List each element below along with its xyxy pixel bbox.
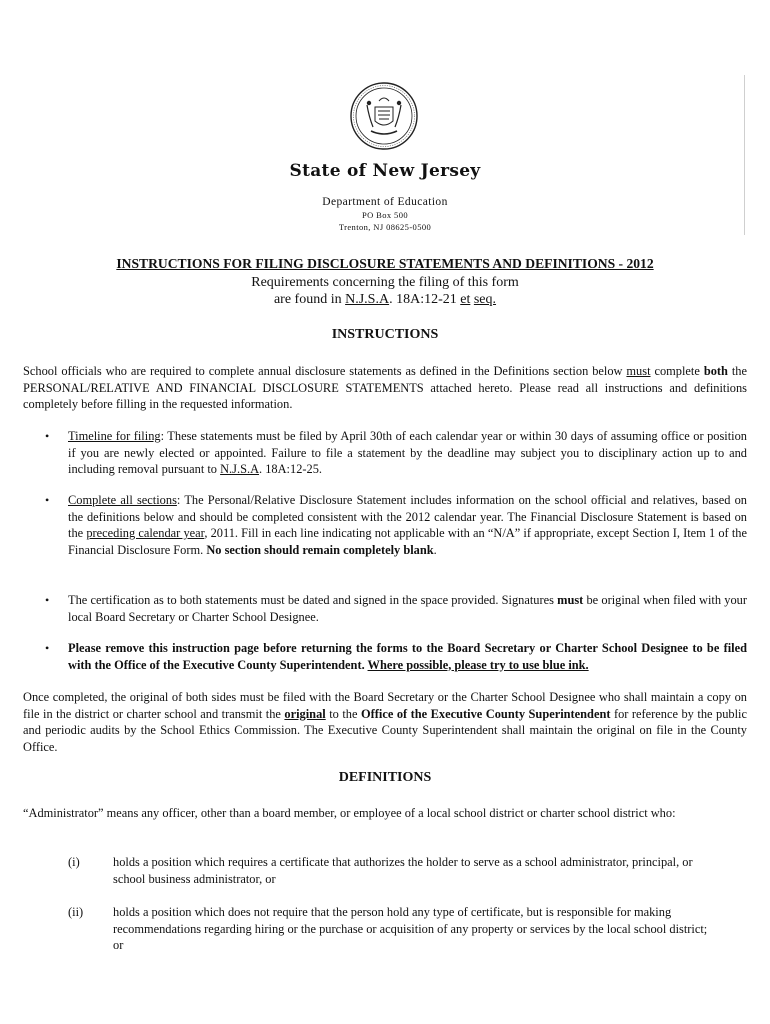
item-text-i: holds a position which requires a certificate that authorizes the holder to serve as a school administrator, principal, or school business administrator, or: [113, 855, 693, 886]
document-title: INSTRUCTIONS FOR FILING DISCLOSURE STATEMENTS AND DEFINITIONS - 2012: [116, 256, 654, 271]
state-name: State of New Jersey: [289, 161, 481, 181]
subtitle-line-1: Requirements concerning the filing of this form: [251, 275, 519, 290]
intro-paragraph: School officials who are required to complete annual disclosure statements as defined in the Definitions section below must complete both the PERSONAL/RELATIVE AND FINANCIAL DISCLOSURE STATEMENTS attached hereto. Please read all instructions and definitions completely before filling in the requested information.: [23, 364, 747, 411]
bullet-complete-sections: Complete all sections: The Personal/Relative Disclosure Statement includes information on the school official and relatives, based on the definitions below and should be completed consistent with the 2012 calendar year. The Financial Disclosure Statement is based on the preceding calendar year, 2011. Fill in each line indicating not applicable with an “N/A” if appropriate, except Section I, Item 1 of the Financial Disclosure Form. No section should remain completely blank.: [68, 493, 747, 557]
bullet-3-glyph: •: [45, 593, 50, 607]
bullet-2-glyph: •: [45, 493, 50, 507]
bullet-timeline: Timeline for filing: These statements must be filed by April 30th of each calendar year or within 30 days of assuming office or position if you are newly elected or appointed. Failure to file a statement by the deadline may subject you to disciplinary action up to and including removal pursuant to N.J.S.A. 18A:12-25.: [68, 429, 748, 476]
subtitle-line-2: are found in N.J.S.A. 18A:12-21 et seq.: [273, 292, 497, 307]
bullet-remove-page: Please remove this instruction page before returning the forms to the Board Secretary or Charter School Designee to be filed with the Office of the Executive County Superintendent. Where possible, please try to use blue ink.: [68, 641, 747, 672]
department-name: Department of Education: [322, 196, 448, 208]
once-completed-paragraph: Once completed, the original of both sides must be filed with the Board Secretary or the Charter School Designee who shall maintain a copy on file in the district or charter school and transmit the original to the Office of the Executive County Superintendent for reference by the public and periodic audits by the School Ethics Commission. The Executive County Superintendent shall maintain the original on file in the County Office.: [23, 690, 747, 754]
bullet-1-glyph: •: [45, 429, 50, 443]
item-number-ii: (ii): [68, 905, 84, 919]
administrator-definition: “Administrator” means any officer, other than a board member, or employee of a local school district or charter school district who:: [23, 806, 676, 820]
bullet-4-glyph: •: [45, 641, 50, 655]
bullet-certification: The certification as to both statements must be dated and signed in the space provided. Signatures must be original when filed with your local Board Secretary or Charter School Designee.: [68, 593, 747, 624]
city-address: Trenton, NJ 08625-0500: [338, 222, 432, 232]
po-box: PO Box 500: [361, 210, 409, 220]
item-number-i: (i): [68, 855, 80, 869]
item-text-ii: holds a position which does not require that the person hold any type of certificate, but is responsible for making recommendations regarding hiring or the purchase or acquisition of any property or services by the local school district; or: [113, 905, 708, 952]
department-block: [0, 195, 770, 233]
instructions-heading: INSTRUCTIONS: [331, 327, 439, 342]
definitions-heading: DEFINITIONS: [338, 770, 432, 785]
state-seal-icon: [349, 81, 419, 151]
